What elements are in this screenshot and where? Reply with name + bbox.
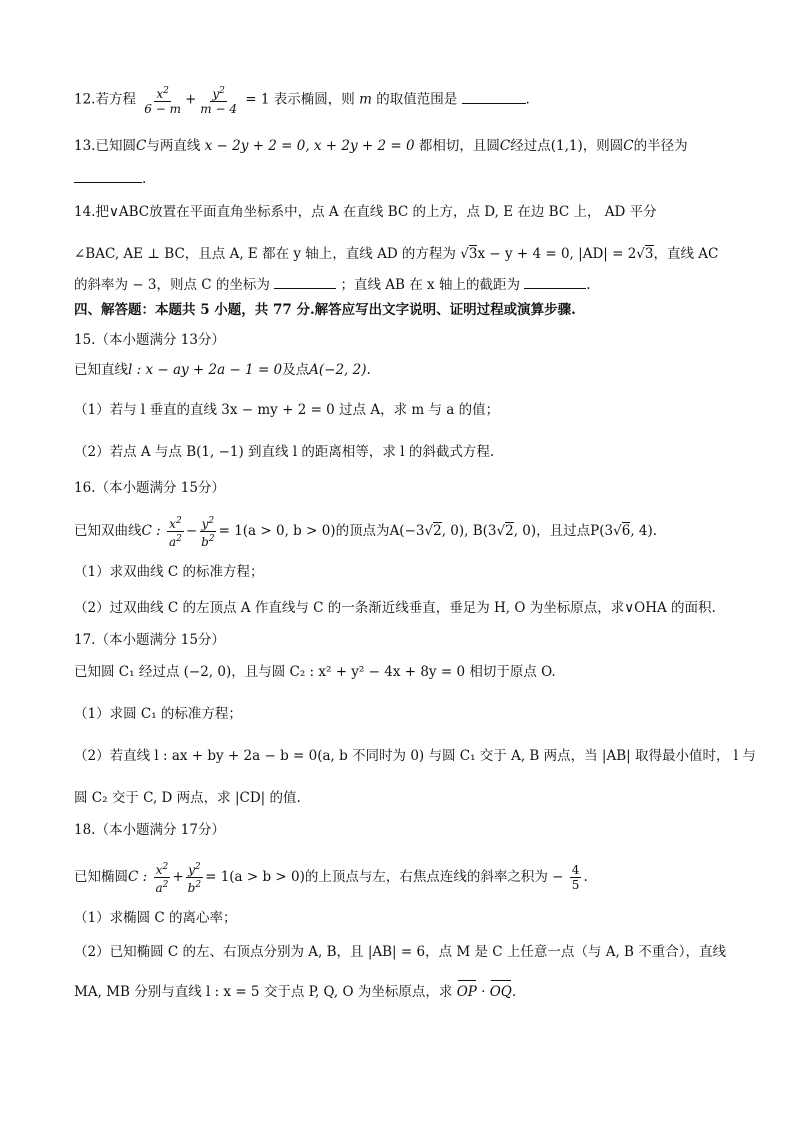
q13-c: C (135, 138, 147, 154)
sqrt-3: 3 (468, 246, 478, 262)
q18-l1e: . (583, 869, 588, 885)
fraction-x2-6m: $\frac{x^2}{6 - m}$ (144, 86, 181, 116)
q18-p2c: . (511, 984, 517, 1000)
q13-c2: C (499, 138, 511, 154)
q14-l2d: ，直线 AC (653, 246, 719, 262)
q15-part2: （2）若点 A 与点 B(1, −1) 到直线 l 的距离相等，求 l 的斜截式方程. (74, 444, 495, 460)
q18-l1b: C : (128, 869, 148, 885)
q16-l1g: , 0)，且过点 (513, 523, 591, 539)
q14-l3b: ；直线 AB 在 x 轴上的截距为 (340, 277, 520, 293)
q14-l3c: . (586, 277, 591, 293)
fraction-x2-a2-ellipse: $\frac{x^2}{a^2}$ (155, 862, 169, 895)
q13-t3: 经过点 (510, 138, 551, 154)
q18-l1d: 的上顶点与左，右焦点连线的斜率之积为 − (304, 869, 564, 885)
q16-l1i: , 4). (630, 523, 658, 539)
q16-l1e: A(−3 (389, 523, 425, 539)
q18-part2b (74, 982, 516, 1002)
q13-t4: ，则圆 (582, 138, 624, 154)
q17-part2a: （2）若直线 l : ax + by + 2a − b = 0(a, b 不同时为 0) 与圆 C₁ 交于 A, B 两点，当 |AB| 取得最小值时， l 与 (74, 748, 756, 764)
q12-prefix: 12.若方程 (74, 91, 136, 108)
q16-heading: 16.（本小题满分 15分） (74, 480, 225, 496)
q14-l2b: x − y + 4 = 0, (477, 246, 574, 262)
q18-part1: （1）求椭圆 C 的离心率； (74, 910, 237, 926)
q18-heading: 18.（本小题满分 17分） (74, 822, 225, 838)
answer-blank[interactable] (74, 168, 142, 183)
q15-l1c: 及点 (282, 362, 310, 378)
q13-prefix: 13.已知圆 (74, 138, 136, 154)
question-14-line3 (74, 274, 591, 295)
sqrt-3b: 3 (644, 246, 654, 262)
q14-l2a: ∠BAC, AE ⊥ BC，且点 A, E 都在 y 轴上，直线 AD 的方程为 (74, 246, 456, 262)
q16-l1a: 已知双曲线 (74, 523, 142, 539)
fraction-x2-a2: $\frac{x^2}{a^2}$ (168, 516, 182, 549)
vector-oq: OQ (489, 984, 512, 1000)
sqrt-2b: 2 (505, 523, 514, 539)
vector-op: OP (456, 984, 477, 1000)
answer-blank[interactable] (524, 274, 586, 289)
sqrt-6: 6 (621, 523, 631, 539)
q12-var: m (359, 91, 372, 108)
q18-stem: 已知椭圆C : $\frac{x^2}{a^2}$ + $\frac{y^2}{b^2}$ = 1(a > b > 0)的上顶点与左，右焦点连线的斜率之积为 − $\frac{4}{5}$ . (74, 862, 588, 895)
fraction-y2-b2: $\frac{y^2}{b^2}$ (201, 516, 215, 549)
answer-blank[interactable] (274, 274, 336, 289)
q15-part1: （1）若与 l 垂直的直线 3x − my + 2 = 0 过点 A，求 m 与 a 的值； (74, 402, 500, 418)
q16-l1h: P(3 (590, 523, 614, 539)
question-14-line1 (74, 202, 657, 222)
q12-mid: 表示椭圆，则 (273, 91, 355, 108)
q17-stem: 已知圆 C₁ 经过点 (−2, 0)，且与圆 C₂ : x² + y² − 4x + 8y = 0 相切于原点 O. (74, 664, 556, 680)
q16-l1f: , 0), B(3 (441, 523, 497, 539)
q16-stem: 已知双曲线C : $\frac{x^2}{a^2}$ − $\frac{y^2}{b^2}$ = 1(a > 0, b > 0)的顶点为A(−3√2, 0), B(3√2, 0)，且过点P(3√6, 4). (74, 516, 658, 549)
q14-l2c: |AD| = 2 (578, 246, 637, 262)
q12-eq: = 1 (245, 91, 270, 108)
question-14-line2: ∠BAC, AE ⊥ BC，且点 A, E 都在 y 轴上，直线 AD 的方程为 √3x − y + 4 = 0, |AD| = 2√3，直线 AC (74, 246, 719, 262)
q13-eq: x − 2y + 2 = 0, x + 2y + 2 = 0 (204, 138, 415, 154)
q16-part2: （2）过双曲线 C 的左顶点 A 作直线与 C 的一条渐近线垂直，垂足为 H, O 为坐标原点，求∨OHA 的面积. (74, 600, 716, 616)
question-13 (74, 136, 688, 156)
question-12: 12.若方程 $\frac{x^2}{6 - m}$ + $\frac{y^2}{m - 4}$ = 1 表示椭圆，则 m 的取值范围是 . (74, 86, 530, 116)
q12-end: . (525, 91, 530, 108)
q16-part1: （1）求双曲线 C 的标准方程； (74, 564, 264, 580)
q15-l1d: A(−2, 2). (309, 362, 371, 378)
question-13-line2 (74, 168, 146, 189)
q18-part2a: （2）已知椭圆 C 的左、右顶点分别为 A, B，且 |AB| = 6，点 M 是 C 上任意一点（与 A, B 不重合），直线 (74, 944, 726, 960)
q16-l1d: 的顶点为 (335, 523, 390, 539)
fraction-y2-m4: $\frac{y^2}{m - 4}$ (200, 86, 237, 116)
q17-part1: （1）求圆 C₁ 的标准方程； (74, 706, 242, 722)
q14-l3a: 的斜率为 − 3，则点 C 的坐标为 (74, 277, 270, 293)
q16-l1c: = 1(a > 0, b > 0) (218, 523, 336, 539)
q17-heading: 17.（本小题满分 15分） (74, 632, 225, 648)
fraction-y2-b2-ellipse: $\frac{y^2}{b^2}$ (187, 862, 202, 895)
q13-point: (1,1) (550, 138, 583, 154)
dot-operator: · (481, 984, 486, 1000)
q15-stem (74, 360, 371, 380)
q13-t1: 与两直线 (146, 138, 201, 154)
q15-heading: 15.（本小题满分 13分） (74, 332, 225, 348)
q15-l1a: 已知直线 (74, 362, 128, 378)
fraction-4-5: $\frac{4}{5}$ (571, 863, 580, 892)
q13-t5: 的半径为 (633, 138, 688, 154)
q13-t2: 都相切，且圆 (418, 138, 500, 154)
section-heading: 四、解答题：本题共 5 小题，共 77 分.解答应写出文字说明、证明过程或演算步骤. (74, 302, 576, 318)
q16-l1b: C : (141, 523, 161, 539)
q13-c3: C (623, 138, 634, 154)
q14-l1: 14.把∨ABC放置在平面直角坐标系中，点 A 在直线 BC 的上方，点 D, E 在边 BC 上， AD 平分 (74, 204, 657, 220)
q17-part2b: 圆 C₂ 交于 C, D 两点，求 |CD| 的值. (74, 790, 301, 806)
answer-blank[interactable] (462, 89, 526, 104)
q12-suffix: 的取值范围是 (376, 91, 458, 108)
q13-end: . (142, 171, 147, 187)
q18-l1c: = 1(a > b > 0) (205, 869, 305, 885)
sqrt-2: 2 (433, 523, 442, 539)
q18-p2b: MA, MB 分别与直线 l : x = 5 交于点 P, Q, O 为坐标原点，求 (74, 984, 453, 1000)
q18-l1a: 已知椭圆 (74, 869, 128, 885)
q15-l1b: l : x − ay + 2a − 1 = 0 (128, 362, 283, 378)
